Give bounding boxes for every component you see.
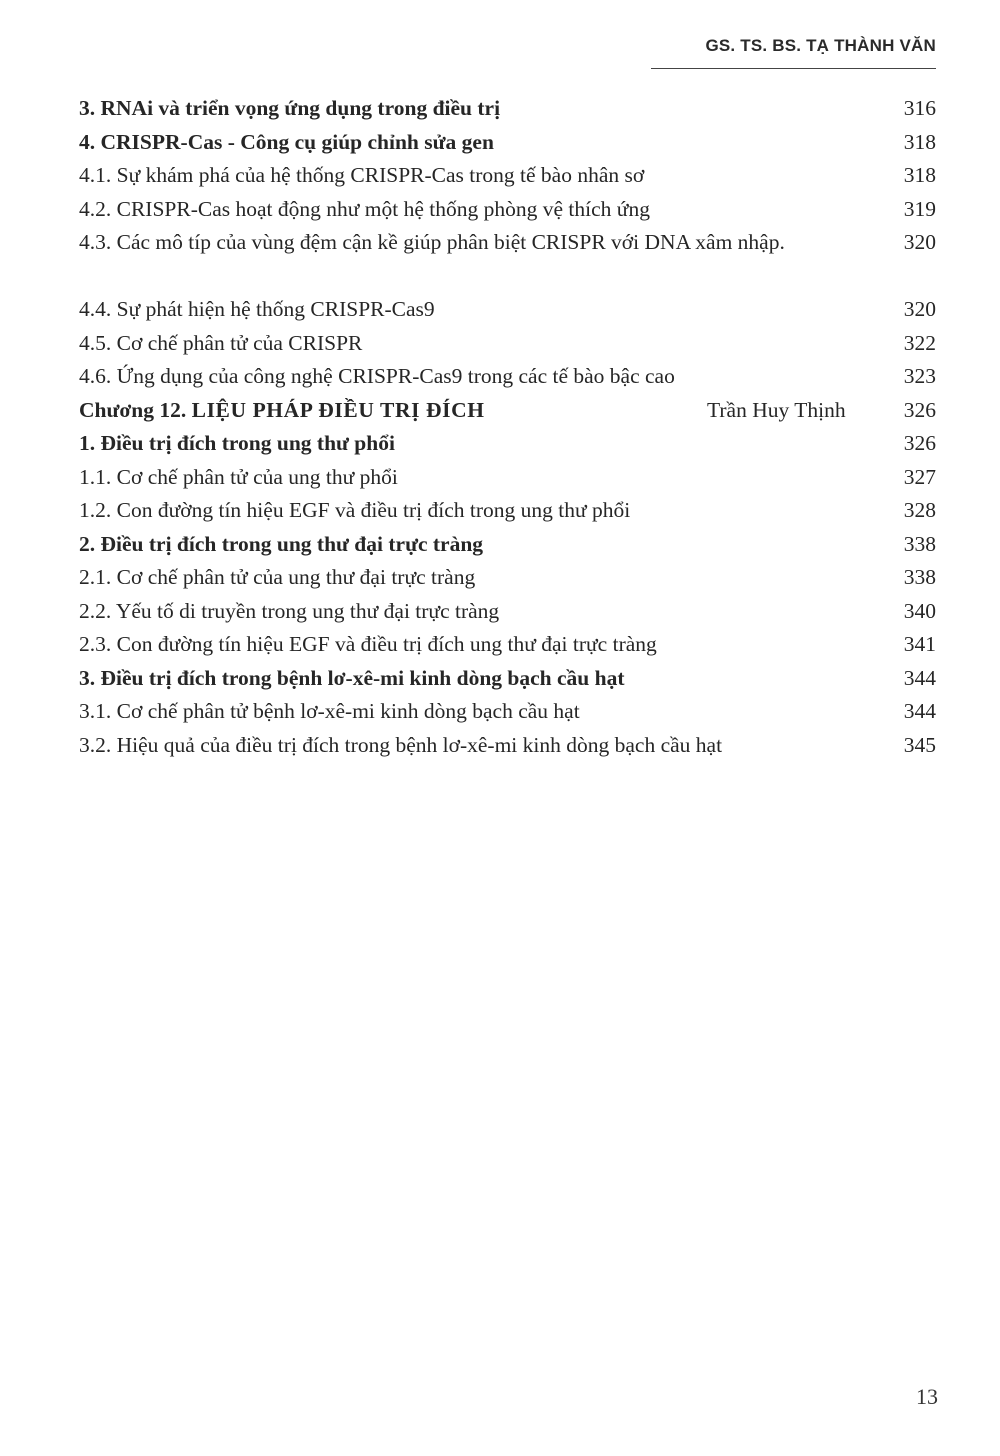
toc-entry: [79, 193, 936, 227]
toc-entry: [79, 662, 936, 696]
table-of-contents: [79, 92, 936, 762]
toc-entry-page: 320: [903, 230, 936, 254]
toc-entry-page: 319: [903, 196, 936, 221]
toc-entry-text: 2.2. Yếu tố di truyền trong ung thư đại trực tràng: [79, 598, 500, 623]
toc-entry-page: 338: [903, 531, 936, 556]
chapter-page: 326: [903, 397, 936, 422]
toc-entry: [79, 327, 936, 361]
toc-entry: [79, 293, 936, 327]
toc-entry-page: 344: [903, 699, 936, 723]
toc-entry-text: 2.1. Cơ chế phân tử của ung thư đại trực tràng: [79, 565, 476, 589]
toc-entry-page: 340: [903, 598, 936, 623]
page-number: 13: [916, 1384, 938, 1409]
toc-entry: [79, 595, 936, 629]
toc-entry-text: 2.3. Con đường tín hiệu EGF và điều trị đích ung thư đại trực tràng: [79, 632, 657, 656]
toc-entry-page: 326: [903, 431, 936, 455]
header-rule: [651, 68, 936, 69]
toc-entry-page: 338: [903, 565, 936, 589]
toc-entry: [79, 126, 936, 160]
toc-entry-text: 3.2. Hiệu quả của điều trị đích trong bệnh lơ-xê-mi kinh dòng bạch cầu hạt: [79, 732, 723, 757]
toc-entry: [79, 92, 936, 126]
toc-entry: [79, 159, 936, 193]
toc-entry: [79, 695, 936, 729]
toc-entry-page: 318: [903, 163, 936, 187]
toc-entry-text: 3.1. Cơ chế phân tử bệnh lơ-xê-mi kinh dòng bạch cầu hạt: [79, 699, 580, 723]
toc-entry-text: 1. Điều trị đích trong ung thư phổi: [79, 431, 395, 455]
toc-entry: [79, 461, 936, 495]
toc-entry-text: 1.2. Con đường tín hiệu EGF và điều trị đích trong ung thư phổi: [79, 498, 631, 522]
toc-entry-page: 344: [903, 665, 936, 690]
toc-entry-text: 2. Điều trị đích trong ung thư đại trực tràng: [79, 531, 484, 556]
toc-entry: [79, 226, 936, 293]
toc-entry: [79, 628, 936, 662]
toc-entry-page: 316: [903, 96, 936, 120]
toc-chapter-heading: [79, 394, 936, 428]
toc-entry-page: 318: [903, 129, 936, 154]
toc-entry-text: 4.4. Sự phát hiện hệ thống CRISPR-Cas9: [79, 297, 435, 321]
toc-entry-text: 4.3. Các mô típ của vùng đệm cận kề giúp phân biệt CRISPR với DNA xâm nhập.: [79, 230, 785, 254]
toc-entry-text: 4.5. Cơ chế phân tử của CRISPR: [79, 330, 363, 355]
toc-entry-page: 341: [903, 632, 936, 656]
chapter-author: Trần Huy Thịnh: [707, 397, 846, 422]
toc-entry-page: 320: [903, 297, 936, 321]
running-header-author: GS. TS. BS. TẠ THÀNH VĂN: [705, 36, 936, 55]
toc-entry-page: 327: [903, 464, 936, 489]
toc-entry-page: 323: [903, 364, 936, 388]
toc-entry-text: 4.6. Ứng dụng của công nghệ CRISPR-Cas9 trong các tế bào bậc cao: [79, 364, 675, 388]
toc-entry: [79, 528, 936, 562]
toc-entry: [79, 561, 936, 595]
toc-entry-page: 322: [903, 330, 936, 355]
toc-entry-text: 1.1. Cơ chế phân tử của ung thư phổi: [79, 464, 398, 489]
toc-entry-page: 328: [903, 498, 936, 522]
toc-entry-page: 345: [903, 732, 936, 757]
toc-entry: [79, 427, 936, 461]
toc-entry: [79, 729, 936, 763]
toc-entry: [79, 494, 936, 528]
toc-entry-text: 4. CRISPR-Cas - Công cụ giúp chỉnh sửa gen: [79, 129, 494, 154]
toc-entry-text: 3. RNAi và triển vọng ứng dụng trong điều trị: [79, 96, 501, 120]
chapter-title: LIỆU PHÁP ĐIỀU TRỊ ĐÍCH: [191, 397, 485, 422]
toc-entry-text: 3. Điều trị đích trong bệnh lơ-xê-mi kinh dòng bạch cầu hạt: [79, 665, 625, 690]
chapter-label: Chương 12.: [79, 397, 187, 422]
toc-entry-text: 4.1. Sự khám phá của hệ thống CRISPR-Cas trong tế bào nhân sơ: [79, 163, 645, 187]
toc-entry: [79, 360, 936, 394]
toc-entry-text: 4.2. CRISPR-Cas hoạt động như một hệ thống phòng vệ thích ứng: [79, 196, 650, 221]
